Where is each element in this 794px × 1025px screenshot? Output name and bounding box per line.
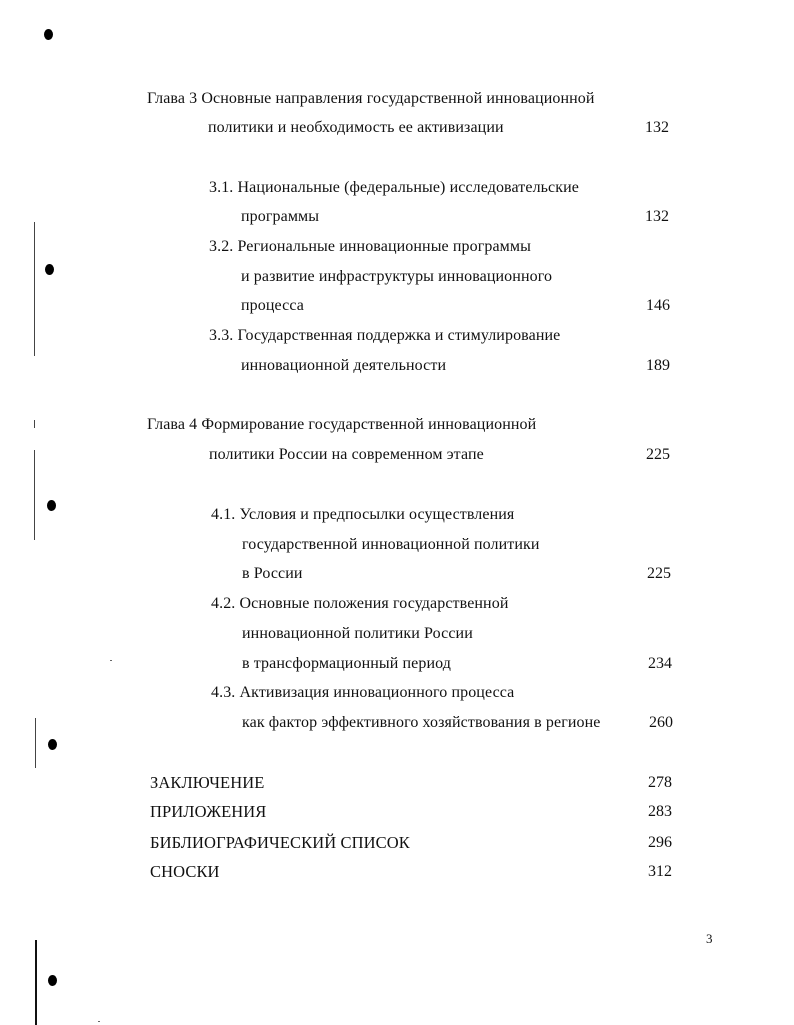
section-4-1-page: 225 bbox=[647, 565, 671, 582]
section-3-3-page: 189 bbox=[646, 357, 670, 374]
conclusion-page: 278 bbox=[648, 774, 672, 791]
scan-speck bbox=[110, 660, 112, 661]
scan-speck bbox=[98, 1021, 100, 1022]
chapter-3-title-line-2: политики и необходимость ее активизации bbox=[208, 119, 504, 136]
section-4-2-line-2: инновационной политики России bbox=[242, 625, 473, 642]
punch-hole-mark bbox=[45, 264, 54, 275]
punch-hole-mark bbox=[47, 500, 56, 511]
scan-margin-line bbox=[34, 222, 35, 356]
section-4-3-line-2: как фактор эффективного хозяйствования в регионе bbox=[242, 714, 601, 731]
section-4-2-page: 234 bbox=[648, 655, 672, 672]
chapter-4-title-line-2: политики России на современном этапе bbox=[209, 446, 484, 463]
chapter-3-page: 132 bbox=[645, 119, 669, 136]
punch-hole-mark bbox=[48, 739, 57, 750]
appendices-page: 283 bbox=[648, 803, 672, 820]
section-3-3-line-1: 3.3. Государственная поддержка и стимулирование bbox=[209, 327, 561, 344]
bibliography-label: БИБЛИОГРАФИЧЕСКИЙ СПИСОК bbox=[150, 833, 410, 852]
scan-margin-line bbox=[35, 940, 37, 1025]
section-3-1-line-2: программы bbox=[241, 208, 320, 225]
bibliography-page: 296 bbox=[648, 834, 672, 851]
scan-margin-line bbox=[35, 718, 36, 768]
notes-page: 312 bbox=[648, 863, 672, 880]
section-4-2-line-1: 4.2. Основные положения государственной bbox=[211, 595, 509, 612]
notes-label: СНОСКИ bbox=[150, 862, 220, 881]
chapter-4-page: 225 bbox=[646, 446, 670, 463]
section-4-1-line-3: в России bbox=[242, 565, 303, 582]
appendices-label: ПРИЛОЖЕНИЯ bbox=[150, 802, 267, 821]
section-3-1-line-1: 3.1. Национальные (федеральные) исследовательские bbox=[209, 179, 580, 196]
punch-hole-mark bbox=[48, 975, 57, 986]
chapter-3-title-line-1: Глава 3 Основные направления государственной инновационной bbox=[147, 90, 595, 107]
section-4-3-line-1: 4.3. Активизация инновационного процесса bbox=[211, 684, 515, 701]
chapter-4-title-line-1: Глава 4 Формирование государственной инновационной bbox=[147, 416, 537, 433]
punch-hole-mark bbox=[44, 29, 53, 40]
page-number: 3 bbox=[706, 931, 713, 946]
scan-margin-line bbox=[34, 420, 35, 428]
section-3-1-page: 132 bbox=[645, 208, 669, 225]
section-4-2-line-3: в трансформационный период bbox=[242, 655, 452, 672]
section-3-2-line-1: 3.2. Региональные инновационные программы bbox=[209, 238, 531, 255]
section-4-1-line-2: государственной инновационной политики bbox=[242, 536, 540, 553]
section-3-3-line-2: инновационной деятельности bbox=[241, 357, 447, 374]
section-3-2-page: 146 bbox=[646, 297, 670, 314]
section-4-1-line-1: 4.1. Условия и предпосылки осуществления bbox=[211, 506, 515, 523]
section-3-2-line-2: и развитие инфраструктуры инновационного bbox=[241, 268, 553, 285]
section-3-2-line-3: процесса bbox=[241, 297, 304, 314]
conclusion-label: ЗАКЛЮЧЕНИЕ bbox=[150, 773, 265, 792]
scan-margin-line bbox=[34, 450, 35, 540]
section-4-3-page: 260 bbox=[649, 714, 673, 731]
